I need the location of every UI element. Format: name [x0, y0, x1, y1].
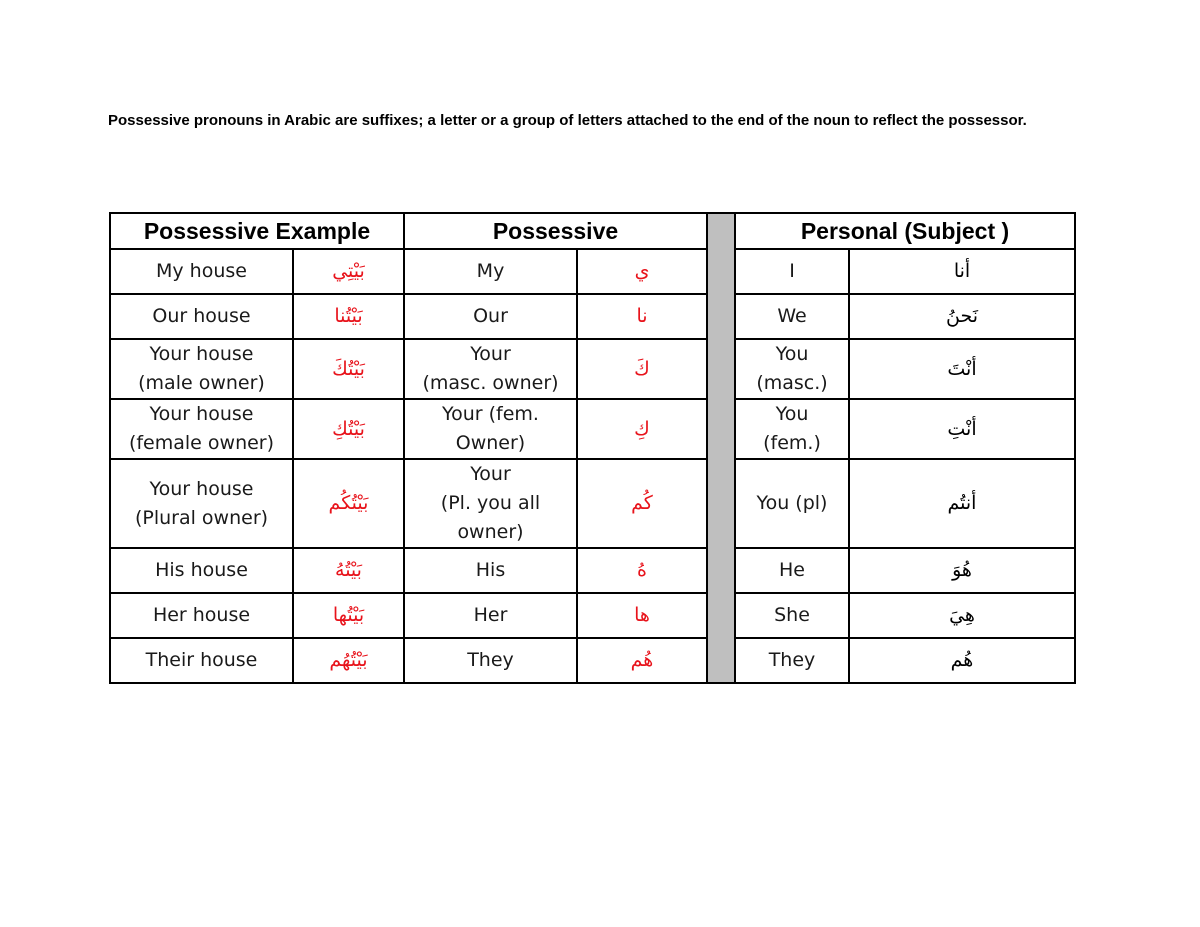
- possessive-english: [404, 339, 577, 399]
- personal-english-line: (fem.): [763, 432, 821, 454]
- column-separator: [707, 213, 735, 683]
- personal-pronoun-arabic: أنتُم: [849, 459, 1075, 548]
- personal-pronoun-arabic: أنا: [849, 249, 1075, 294]
- example-arabic: بَيْتِي: [293, 249, 404, 294]
- example-english-line: My house: [156, 260, 247, 282]
- header-row: [110, 213, 1075, 249]
- example-arabic: بَيْتُكَ: [293, 339, 404, 399]
- personal-pronoun-arabic: هُوَ: [849, 548, 1075, 593]
- possessive-english: [404, 249, 577, 294]
- possessive-english-line: They: [467, 649, 514, 671]
- possessive-english-line: Our: [473, 305, 508, 327]
- possessive-suffix-arabic: كَ: [577, 339, 707, 399]
- example-arabic: بَيْتُهُ: [293, 548, 404, 593]
- example-english: [110, 593, 293, 638]
- possessive-english: [404, 593, 577, 638]
- table-row: [110, 249, 1075, 294]
- possessive-suffix-arabic: نا: [577, 294, 707, 339]
- possessive-english-line: (masc. owner): [422, 372, 559, 394]
- example-english: [110, 459, 293, 548]
- possessive-english: [404, 294, 577, 339]
- table-row: [110, 294, 1075, 339]
- personal-pronoun-arabic: أنْتَ: [849, 339, 1075, 399]
- possessive-english-line: My: [476, 260, 505, 282]
- personal-english-line: You (pl): [756, 492, 828, 514]
- personal-english: [735, 339, 849, 399]
- example-english-line: Your house: [149, 343, 254, 365]
- example-english-line: (male owner): [138, 372, 265, 394]
- personal-english-line: You: [775, 403, 809, 425]
- possessive-english: [404, 548, 577, 593]
- personal-english-line: I: [789, 260, 795, 282]
- possessive-english-line: Owner): [455, 432, 526, 454]
- possessive-suffix-arabic: هُم: [577, 638, 707, 683]
- example-arabic: بَيْتُكِ: [293, 399, 404, 459]
- header-personal-subject: Personal (Subject ): [735, 213, 1075, 249]
- example-english-line: (Plural owner): [134, 506, 269, 529]
- example-english: [110, 249, 293, 294]
- personal-english: [735, 593, 849, 638]
- possessive-english-line: (Pl. you all: [440, 492, 541, 514]
- example-english: [110, 548, 293, 593]
- pronoun-table: [109, 212, 1076, 684]
- example-english-line: Our house: [152, 305, 251, 327]
- possessive-english: [404, 459, 577, 548]
- example-arabic: بَيْتُها: [293, 593, 404, 638]
- example-english: [110, 339, 293, 399]
- possessive-english-line: Your (fem.: [442, 403, 539, 425]
- table-row: [110, 459, 1075, 548]
- possessive-english-line: Your: [470, 343, 511, 365]
- table-row: [110, 548, 1075, 593]
- personal-english: [735, 294, 849, 339]
- possessive-suffix-arabic: هُ: [577, 548, 707, 593]
- possessive-english: [404, 638, 577, 683]
- table-row: [110, 593, 1075, 638]
- personal-english: [735, 249, 849, 294]
- table-row: [110, 339, 1075, 399]
- possessive-suffix-arabic: كُم: [577, 459, 707, 548]
- example-english: [110, 294, 293, 339]
- personal-pronoun-arabic: أنْتِ: [849, 399, 1075, 459]
- personal-english: [735, 459, 849, 548]
- personal-english-line: They: [768, 649, 816, 671]
- intro-text: Possessive pronouns in Arabic are suffixes; a letter or a group of letters attached to the end of the noun to reflect the possessor.: [108, 112, 1027, 129]
- table-row: [110, 399, 1075, 459]
- personal-english: [735, 638, 849, 683]
- personal-english-line: You: [775, 343, 809, 365]
- header-possessive-example: Possessive Example: [110, 213, 404, 249]
- example-english-line: Your house: [149, 403, 254, 425]
- personal-english-line: We: [777, 305, 807, 327]
- personal-english: [735, 548, 849, 593]
- possessive-english-line: His: [475, 559, 506, 581]
- personal-english-line: He: [779, 559, 805, 581]
- possessive-suffix-arabic: كِ: [577, 399, 707, 459]
- example-english-line: Her house: [152, 604, 251, 626]
- possessive-english: [404, 399, 577, 459]
- example-english: [110, 638, 293, 683]
- example-arabic: بَيْتُكُم: [293, 459, 404, 548]
- table-row: [110, 638, 1075, 683]
- personal-pronoun-arabic: هُم: [849, 638, 1075, 683]
- personal-english: [735, 399, 849, 459]
- header-possessive: Possessive: [404, 213, 707, 249]
- possessive-suffix-arabic: ها: [577, 593, 707, 638]
- example-english: [110, 399, 293, 459]
- possessive-english-line: Your: [470, 463, 511, 485]
- personal-english-line: (masc.): [756, 372, 828, 394]
- example-english-line: His house: [155, 559, 248, 581]
- example-english-line: Your house: [149, 477, 254, 500]
- personal-pronoun-arabic: هِيَ: [849, 593, 1075, 638]
- example-english-line: Their house: [145, 649, 258, 671]
- personal-pronoun-arabic: نَحنُ: [849, 294, 1075, 339]
- example-arabic: بَيْتُهُم: [293, 638, 404, 683]
- example-english-line: (female owner): [128, 432, 275, 454]
- possessive-english-line: owner): [457, 521, 524, 543]
- personal-english-line: She: [774, 604, 810, 626]
- example-arabic: بَيْتُنا: [293, 294, 404, 339]
- possessive-english-line: Her: [473, 604, 508, 626]
- possessive-suffix-arabic: ي: [577, 249, 707, 294]
